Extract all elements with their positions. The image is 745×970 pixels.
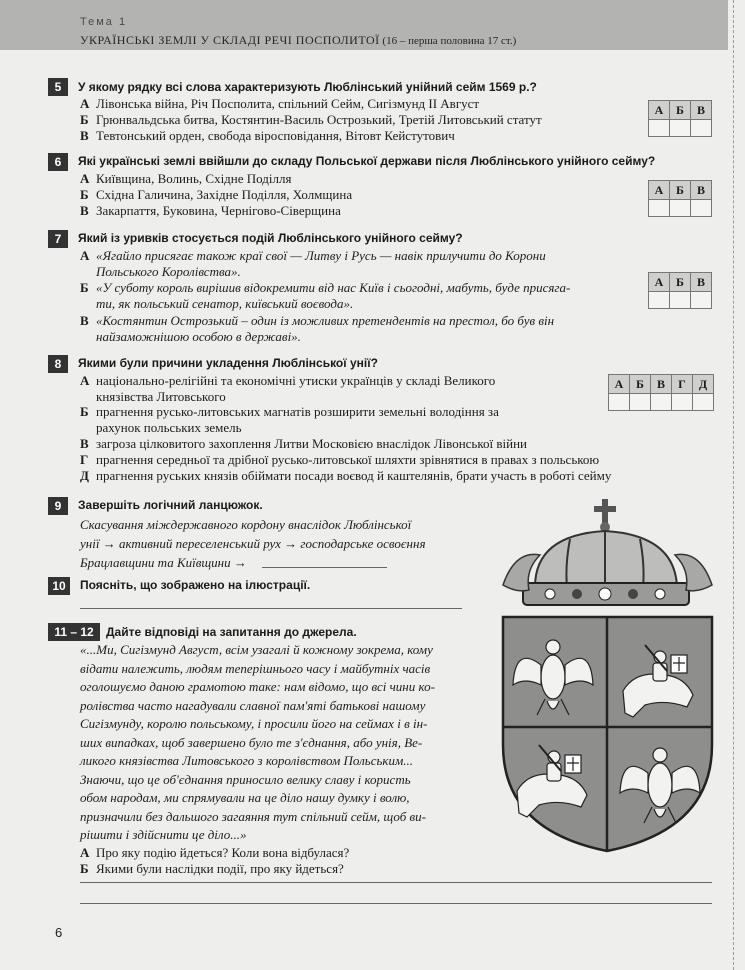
coat-of-arms-illustration (495, 495, 720, 855)
page-number: 6 (55, 925, 63, 940)
option-letter: В (80, 436, 89, 451)
question-5-number: 5 (48, 78, 68, 96)
answer-cell[interactable] (693, 394, 714, 411)
source-line: Сигізмунду, королю польському, і просили його на сеймах і в ін- (80, 716, 428, 731)
question-10-number: 10 (48, 577, 70, 595)
option-letter: Б (80, 280, 89, 295)
question-8-option-a[interactable] (80, 373, 495, 405)
answer-cell[interactable] (609, 394, 630, 411)
option-text: Лівонська війна, Річ Посполита, спільний Сейм, Сигізмунд ІІ Август (96, 96, 480, 111)
source-line: ликого князівства Литовського з королівством Польським... (80, 753, 414, 768)
question-9-chain (80, 515, 425, 572)
question-8-number: 8 (48, 355, 68, 373)
question-7-option-c[interactable] (80, 313, 554, 345)
answer-cell[interactable] (651, 394, 672, 411)
grid-header: Д (693, 375, 714, 394)
source-line: Знаючи, що це об'єднання приносило велику славу і користь (80, 771, 411, 787)
topic-header (0, 0, 728, 50)
option-letter: Д (80, 468, 89, 483)
question-10-answer-line[interactable] (80, 608, 462, 609)
option-letter: А (80, 96, 90, 111)
option-text: «У суботу король вирішив відокремити від нас Київ і сьогодні, мабуть, буде присяга- (96, 280, 571, 295)
option-text: «Костянтин Острозький – один із можливих претендентів на престол, бо був він (96, 313, 555, 328)
chain-line: унії → активний переселенський рух → господарське освоєння (80, 536, 426, 551)
option-text: загроза цілковитого захоплення Литви Московією внаслідок Лівонської війни (96, 436, 527, 451)
topic-title-text: УКРАЇНСЬКІ ЗЕМЛІ У СКЛАДІ РЕЧІ ПОСПОЛИТОЇ (80, 33, 380, 47)
question-8-text: Якими були причини укладення Люблінської унії? (78, 356, 378, 370)
grid-header: Г (672, 375, 693, 394)
grid-header: Б (670, 273, 691, 292)
chain-line: Брацлавщини та Київщини → (80, 555, 247, 570)
question-7-text: Який із уривків стосується подій Люблінського унійного сейму? (78, 231, 463, 245)
option-text: Про яку подію йдеться? Коли вона відбулася? (96, 845, 350, 860)
answer-cell[interactable] (691, 200, 712, 217)
option-letter: Б (80, 112, 89, 127)
question-7-number: 7 (48, 230, 68, 248)
question-7-option-a[interactable] (80, 248, 546, 280)
option-text: національно-релігійні та економічні утиски українців у складі Великого (96, 373, 496, 388)
grid-header: В (651, 375, 672, 394)
question-10-text: Поясніть, що зображено на ілюстрації. (80, 578, 311, 592)
grid-header: В (691, 181, 712, 200)
option-text: Якими були наслідки події, про яку йдеться? (96, 861, 344, 876)
source-line: «...Ми, Сигізмунд Август, всім узагалі й кожному зокрема, кому (80, 642, 433, 657)
option-text: Східна Галичина, Західне Поділля, Холмщина (96, 187, 353, 202)
question-8-option-e[interactable] (80, 468, 611, 484)
option-text: прагнення руських князів обіймати посади воєвод й каштелянів, брати участь в роботі сейму (96, 468, 612, 483)
question-6-number: 6 (48, 153, 68, 171)
question-6-option-c[interactable] (80, 203, 341, 219)
grid-header: Б (670, 181, 691, 200)
answer-cell[interactable] (649, 292, 670, 309)
option-letter: В (80, 313, 89, 328)
question-9-text: Завершіть логічний ланцюжок. (78, 498, 263, 512)
option-text: ти, як польський сенатор, київський воєвода». (96, 296, 354, 311)
answer-cell[interactable] (670, 292, 691, 309)
question-11-12-source (80, 641, 435, 845)
question-5-option-b[interactable] (80, 112, 542, 128)
source-line: відати належить, людям теперішнього часу і майбутніх часів (80, 660, 431, 676)
option-letter: А (80, 248, 90, 263)
question-6-option-b[interactable] (80, 187, 352, 203)
source-line: обом народам, ми спрямували на це діло нашу думку і волю, (80, 790, 410, 805)
answer-cell[interactable] (691, 292, 712, 309)
option-text: Грюнвальдська битва, Костянтин-Василь Острозький, Третій Литовський статут (96, 112, 542, 127)
grid-header: Б (670, 101, 691, 120)
grid-header: А (609, 375, 630, 394)
answer-cell[interactable] (630, 394, 651, 411)
question-11-12-text: Дайте відповіді на запитання до джерела. (106, 625, 357, 639)
option-letter: Б (80, 404, 89, 419)
option-text: прагнення русько-литовських магнатів розширити земельні володіння за (96, 404, 499, 419)
source-line: рішити і здійснити це діло...» (80, 827, 247, 842)
option-text: Закарпаття, Буковина, Чернігово-Сіверщина (96, 203, 341, 218)
answer-cell[interactable] (670, 200, 691, 217)
option-text: рахунок польських земель (96, 420, 242, 435)
grid-header: А (649, 273, 670, 292)
source-line: призначили без дальшого загаяння тут спільний сейм, щоб ви- (80, 808, 426, 824)
question-8-option-b[interactable] (80, 404, 499, 436)
option-letter: А (80, 845, 90, 860)
answer-line[interactable] (80, 882, 712, 883)
option-text: «Ягайло присягає також краї свої — Литву і Русь — навік прилучити до Корони (96, 248, 546, 263)
option-text: князівства Литовського (96, 389, 226, 404)
answer-cell[interactable] (670, 120, 691, 137)
question-7-option-b[interactable] (80, 280, 570, 312)
option-letter: Б (80, 861, 89, 876)
question-11-12-question-b (80, 861, 344, 877)
cut-line (733, 0, 734, 970)
option-text: прагнення середньої та дрібної русько-литовської шляхти зрівнятися в правах з польською (96, 452, 600, 467)
topic-label: Тема 1 (80, 16, 128, 28)
question-6-answer-grid (648, 180, 712, 217)
option-letter: В (80, 128, 89, 143)
answer-cell[interactable] (649, 200, 670, 217)
option-letter: Г (80, 452, 89, 467)
question-7-answer-grid (648, 272, 712, 309)
grid-header: Б (630, 375, 651, 394)
grid-header: В (691, 273, 712, 292)
answer-cell[interactable] (672, 394, 693, 411)
grid-header: В (691, 101, 712, 120)
answer-line[interactable] (80, 903, 712, 904)
option-letter: Б (80, 187, 89, 202)
option-letter: А (80, 373, 90, 388)
question-11-12-number: 11 – 12 (48, 623, 100, 641)
grid-header: А (649, 101, 670, 120)
question-5-text: У якому рядку всі слова характеризують Люблінський унійний сейм 1569 р.? (78, 80, 537, 94)
option-letter: А (80, 171, 90, 186)
grid-header: А (649, 181, 670, 200)
source-line: ших випадках, щоб завершено було те з'єднання, або унія, Ве- (80, 734, 423, 750)
source-line: ролівства часто нагадували славної пам'яті батькові нашому (80, 697, 426, 713)
question-5-option-a[interactable] (80, 96, 479, 112)
crown-icon (523, 499, 689, 605)
option-text: Тевтонський орден, свобода віросповідання, Вітовт Кейстутович (96, 128, 455, 143)
question-9-number: 9 (48, 497, 68, 515)
question-11-12-question-a (80, 845, 349, 861)
question-6-option-a[interactable] (80, 171, 291, 187)
source-line: оголошуємо даною грамотою таке: нам відомо, що всі чини ко- (80, 679, 435, 694)
option-letter: В (80, 203, 89, 218)
question-8-option-c[interactable] (80, 436, 527, 452)
topic-title (80, 33, 516, 48)
question-8-option-d[interactable] (80, 452, 599, 468)
topic-subtitle: (16 – перша половина 17 ст.) (379, 35, 517, 47)
question-8-answer-grid (608, 374, 714, 411)
chain-line: Скасування міждержавного кордону внаслідок Люблінської (80, 517, 412, 532)
question-9-answer-line[interactable] (262, 567, 387, 568)
question-5-answer-grid (648, 100, 712, 137)
answer-cell[interactable] (649, 120, 670, 137)
option-text: найзаможнішою особою в державі». (96, 329, 301, 344)
option-text: Київщина, Волинь, Східне Поділля (96, 171, 292, 186)
question-6-text: Які українські землі ввійшли до складу Польської держави після Люблінського унійного сейму? (78, 154, 656, 168)
option-text: Польського Королівства». (96, 264, 241, 279)
answer-cell[interactable] (691, 120, 712, 137)
question-5-option-c[interactable] (80, 128, 455, 144)
